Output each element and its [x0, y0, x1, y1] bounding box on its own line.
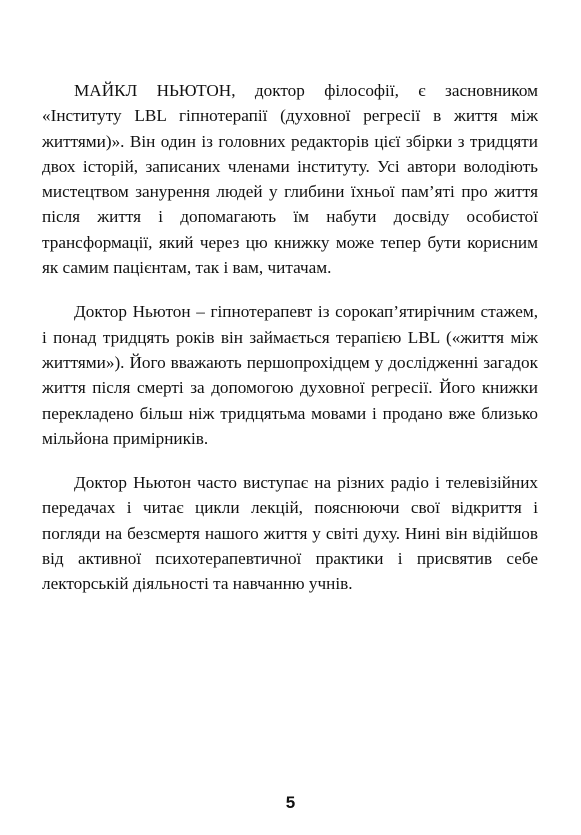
body-text	[42, 78, 538, 597]
page-number: 5	[285, 793, 296, 812]
paragraph-author-intro: МАЙКЛ НЬЮТОН, доктор філософії, є засновником «Інституту LBL гіпнотерапії (духовної регресії в життя між життями)». Він один із головних редакторів цієї збірки з тридцяти двох історій, записаних членами інституту. Усі автори володіють мистецтвом занурення людей у глибини їхньої пам’яті про життя після життя і допомагають їм набути досвіду особистої трансформації, який через цю книжку може тепер бути корисним як самим пацієнтам, так і вам, читачам.	[42, 81, 538, 278]
paragraph-career: Доктор Ньютон – гіпнотерапевт із сорокап’ятирічним стажем, і понад тридцять років він займається терапією LBL («життя між життями»). Його вважають першопрохідцем у дослідженні загадок життя після смерті за допомогою духовної регресії. Його книжки перекладено більш ніж тридцятьма мовами і продано вже близько мільйона примірників.	[42, 302, 538, 448]
paragraph-public-activity: Доктор Ньютон часто виступає на різних радіо і телевізійних передачах і читає цикли лекцій, пояснюючи свої відкриття і погляди на безсмертя нашого життя у світі духу. Нині він відійшов від активної психотерапевтичної практики і присвятив себе лекторській діяльності та навчанню учнів.	[42, 473, 538, 594]
